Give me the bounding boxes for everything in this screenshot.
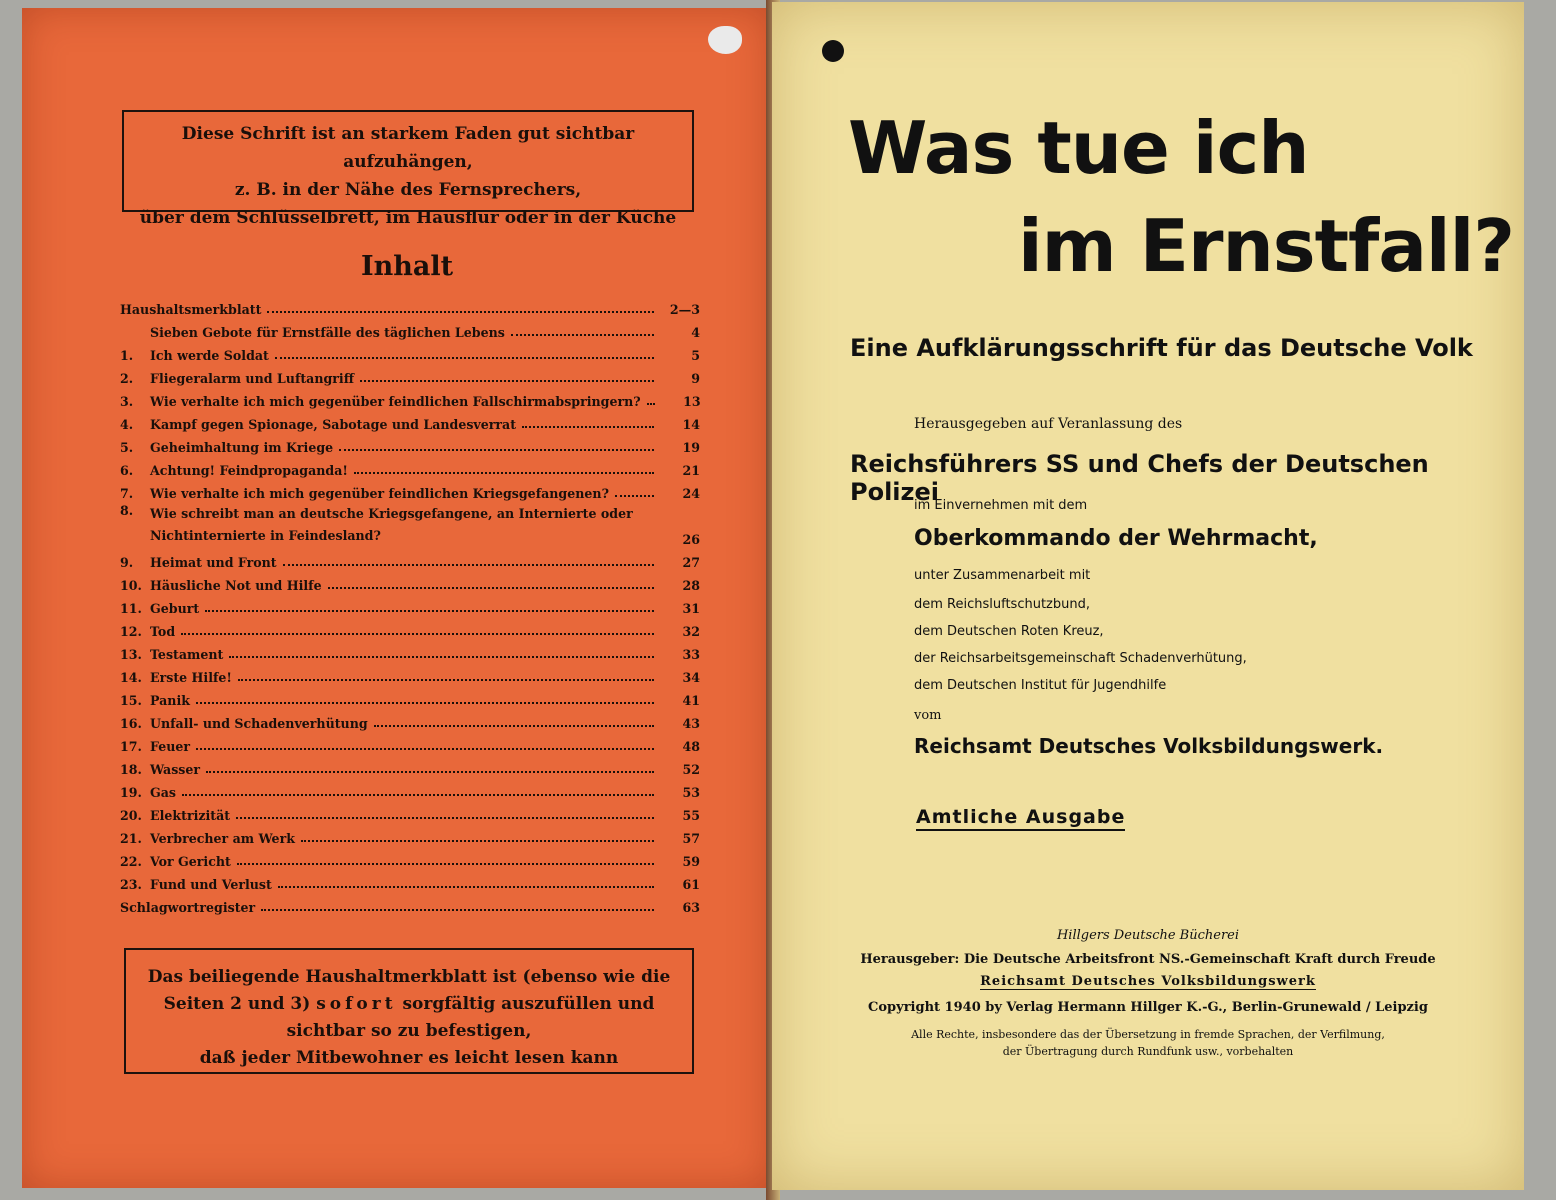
toc-page: 48 — [682, 739, 700, 754]
toc-page: 41 — [682, 693, 700, 708]
toc-number: 3. — [120, 394, 134, 409]
toc-entry — [120, 708, 700, 731]
series-name: Hillgers Deutsche Bücherei — [1056, 928, 1240, 943]
notice-text: Seiten 2 und 3) — [163, 994, 311, 1014]
toc-entry — [120, 478, 700, 501]
notice-line: Das beiliegende Haushaltmerkblatt ist (ebenso wie die — [147, 967, 671, 987]
toc-title: Ich werde Soldat — [150, 348, 269, 363]
toc-page: 31 — [682, 601, 700, 616]
household-sheet-notice-box — [124, 948, 694, 1074]
issuing-authority: Reichsführers SS und Chefs der Deutschen Polizei — [850, 450, 1429, 506]
toc-title: Wie verhalte ich mich gegenüber feindlichen Fallschirmabspringern? — [150, 394, 641, 409]
table-of-contents — [120, 294, 700, 915]
toc-leader — [339, 449, 654, 451]
toc-entry — [120, 570, 700, 593]
toc-entry — [120, 294, 700, 317]
toc-title: Verbrecher am Werk — [150, 831, 295, 846]
toc-entry — [120, 639, 700, 662]
toc-page: 28 — [682, 578, 700, 593]
toc-page: 27 — [682, 555, 700, 570]
toc-number: 23. — [120, 877, 142, 892]
toc-entry — [120, 340, 700, 363]
notice-line: über dem Schlüsselbrett, im Hausflur oder in der Küche — [139, 208, 677, 228]
partner-line: dem Reichsluftschutzbund, — [914, 597, 1090, 612]
toc-leader — [354, 472, 654, 474]
copyright-line: Copyright 1940 by Verlag Hermann Hillger K.-G., Berlin-Grunewald / Leipzig — [868, 1000, 1428, 1015]
toc-page: 33 — [682, 647, 700, 662]
toc-entry — [120, 685, 700, 708]
toc-leader — [229, 656, 654, 658]
toc-title: Wasser — [150, 762, 201, 777]
toc-leader — [196, 702, 654, 704]
toc-title: Vor Gericht — [150, 854, 231, 869]
toc-page: 43 — [682, 716, 700, 731]
toc-entry — [120, 869, 700, 892]
toc-number: 2. — [120, 371, 134, 386]
toc-number: 6. — [120, 463, 134, 478]
toc-leader — [205, 610, 654, 612]
toc-title: Geburt — [150, 601, 200, 616]
main-title-line-1: Was tue ich — [848, 106, 1309, 190]
toc-leader — [182, 794, 654, 796]
toc-leader — [181, 633, 654, 635]
toc-title: Schlagwortregister — [120, 900, 256, 915]
toc-leader — [267, 311, 654, 313]
toc-title: Heimat und Front — [150, 555, 277, 570]
notice-line: Diese Schrift ist an starkem Faden gut sichtbar aufzuhängen, — [181, 124, 635, 172]
toc-entry — [120, 662, 700, 685]
hanging-instruction-box — [122, 110, 694, 228]
title-page — [772, 2, 1524, 1190]
toc-title: Fliegeralarm und Luftangriff — [150, 371, 355, 386]
toc-title: Häusliche Not und Hilfe — [150, 578, 322, 593]
toc-number: 22. — [120, 854, 142, 869]
toc-entry — [120, 317, 700, 340]
toc-number: 19. — [120, 785, 142, 800]
toc-leader — [301, 840, 654, 842]
toc-title: Haushaltsmerkblatt — [120, 302, 262, 317]
vom-label: vom — [914, 708, 942, 723]
toc-leader — [206, 771, 654, 773]
toc-number: 17. — [120, 739, 142, 754]
notice-emphasis: sofort — [316, 994, 397, 1014]
reichsamt-authority: Reichsamt Deutsches Volksbildungswerk. — [914, 734, 1384, 758]
toc-title: Tod — [150, 624, 176, 639]
notice-line — [126, 991, 692, 1018]
agreement-label: im Einvernehmen mit dem — [914, 498, 1088, 513]
punch-hole — [708, 26, 742, 54]
toc-page: 9 — [691, 371, 700, 386]
toc-number: 12. — [120, 624, 142, 639]
toc-number: 9. — [120, 555, 134, 570]
toc-title: Elektrizität — [150, 808, 231, 823]
toc-entry — [120, 731, 700, 754]
toc-page: 52 — [682, 762, 700, 777]
toc-leader — [275, 357, 654, 359]
toc-leader — [615, 495, 654, 497]
issued-by-label: Herausgegeben auf Veranlassung des — [914, 416, 1183, 432]
toc-entry — [120, 892, 700, 915]
partner-line: dem Deutschen Institut für Jugendhilfe — [914, 678, 1167, 693]
toc-number: 14. — [120, 670, 142, 685]
punch-hole — [822, 40, 844, 62]
official-edition-label: Amtliche Ausgabe — [916, 806, 1125, 831]
toc-page: 13 — [683, 394, 701, 409]
notice-line: sichtbar so zu befestigen, — [286, 1021, 532, 1041]
toc-number: 13. — [120, 647, 142, 662]
office-line — [772, 974, 1524, 989]
toc-entry — [120, 363, 700, 386]
toc-page: 63 — [682, 900, 700, 915]
toc-entry — [120, 754, 700, 777]
toc-leader — [238, 679, 654, 681]
toc-number: 16. — [120, 716, 142, 731]
toc-page: 5 — [691, 348, 700, 363]
rights-line: Alle Rechte, insbesondere das der Übersetzung in fremde Sprachen, der Verfilmung, — [911, 1028, 1385, 1041]
toc-title: Wie schreibt man an deutsche Kriegsgefangene, an Internierte oder Nichtinternierte in Feindesland? — [150, 506, 633, 543]
toc-title: Fund und Verlust — [150, 877, 272, 892]
toc-leader — [237, 863, 654, 865]
toc-leader — [522, 426, 654, 428]
toc-number: 21. — [120, 831, 142, 846]
toc-leader — [261, 909, 654, 911]
toc-title: Achtung! Feindpropaganda! — [150, 463, 348, 478]
toc-leader — [647, 403, 655, 405]
toc-leader — [278, 886, 654, 888]
subtitle: Eine Aufklärungsschrift für das Deutsche Volk — [850, 334, 1473, 362]
notice-text: sorgfältig auszufüllen und — [402, 994, 655, 1014]
toc-entry — [120, 547, 700, 570]
toc-page: 59 — [682, 854, 700, 869]
toc-page: 19 — [682, 440, 700, 455]
toc-title: Erste Hilfe! — [150, 670, 232, 685]
toc-leader — [511, 334, 654, 336]
toc-number: 1. — [120, 348, 134, 363]
back-cover-page — [22, 8, 770, 1188]
toc-page: 61 — [682, 877, 700, 892]
toc-leader — [196, 748, 654, 750]
office-text: Reichsamt Deutsches Volksbildungswerk — [980, 974, 1316, 989]
toc-entry — [120, 593, 700, 616]
toc-entry — [120, 800, 700, 823]
toc-number: 8. — [120, 503, 134, 518]
toc-entry — [120, 409, 700, 432]
toc-title: Wie verhalte ich mich gegenüber feindlichen Kriegsgefangenen? — [150, 486, 609, 501]
toc-page: 57 — [682, 831, 700, 846]
toc-entry — [120, 777, 700, 800]
toc-page: 21 — [682, 463, 700, 478]
toc-title: Kampf gegen Spionage, Sabotage und Landesverrat — [150, 417, 517, 432]
toc-number: 4. — [120, 417, 134, 432]
toc-number: 20. — [120, 808, 142, 823]
toc-entry — [120, 501, 700, 547]
toc-page: 4 — [691, 325, 700, 340]
toc-leader — [283, 564, 654, 566]
main-title-line-2: im Ernstfall? — [1018, 204, 1515, 288]
toc-page: 34 — [682, 670, 700, 685]
notice-line: daß jeder Mitbewohner es leicht lesen kann — [199, 1048, 619, 1068]
toc-number: 10. — [120, 578, 142, 593]
toc-leader — [374, 725, 654, 727]
toc-entry — [120, 432, 700, 455]
partner-line: dem Deutschen Roten Kreuz, — [914, 624, 1104, 639]
partner-line: unter Zusammenarbeit mit — [914, 568, 1091, 583]
rights-notice — [772, 1026, 1524, 1060]
toc-page: 55 — [682, 808, 700, 823]
toc-entry — [120, 386, 700, 409]
toc-title: Testament — [150, 647, 224, 662]
toc-number: 15. — [120, 693, 142, 708]
toc-number: 11. — [120, 601, 142, 616]
toc-title: Sieben Gebote für Ernstfälle des täglichen Lebens — [150, 325, 505, 340]
toc-title: Unfall- und Schadenverhütung — [150, 716, 368, 731]
publisher-line: Herausgeber: Die Deutsche Arbeitsfront NS.-Gemeinschaft Kraft durch Freude — [860, 952, 1436, 967]
toc-title: Gas — [150, 785, 177, 800]
toc-page: 26 — [682, 532, 700, 547]
okw-authority: Oberkommando der Wehrmacht, — [914, 526, 1318, 551]
toc-title: Panik — [150, 693, 190, 708]
notice-line: z. B. in der Nähe des Fernsprechers, — [234, 180, 582, 200]
toc-number: 5. — [120, 440, 134, 455]
toc-entry — [120, 616, 700, 639]
toc-number: 18. — [120, 762, 142, 777]
partner-line: der Reichsarbeitsgemeinschaft Schadenverhütung, — [914, 651, 1247, 666]
toc-number: 7. — [120, 486, 134, 501]
toc-leader — [236, 817, 654, 819]
toc-title: Geheimhaltung im Kriege — [150, 440, 334, 455]
toc-page: 53 — [682, 785, 700, 800]
toc-entry — [120, 455, 700, 478]
toc-leader — [360, 380, 654, 382]
toc-page: 24 — [682, 486, 700, 501]
rights-line: der Übertragung durch Rundfunk usw., vorbehalten — [1002, 1045, 1294, 1058]
toc-entry — [120, 823, 700, 846]
toc-entry — [120, 846, 700, 869]
toc-title: Feuer — [150, 739, 191, 754]
toc-page: 2—3 — [669, 302, 700, 317]
toc-page: 32 — [682, 624, 700, 639]
toc-page: 14 — [682, 417, 700, 432]
toc-leader — [328, 587, 654, 589]
contents-heading: Inhalt — [360, 251, 454, 282]
